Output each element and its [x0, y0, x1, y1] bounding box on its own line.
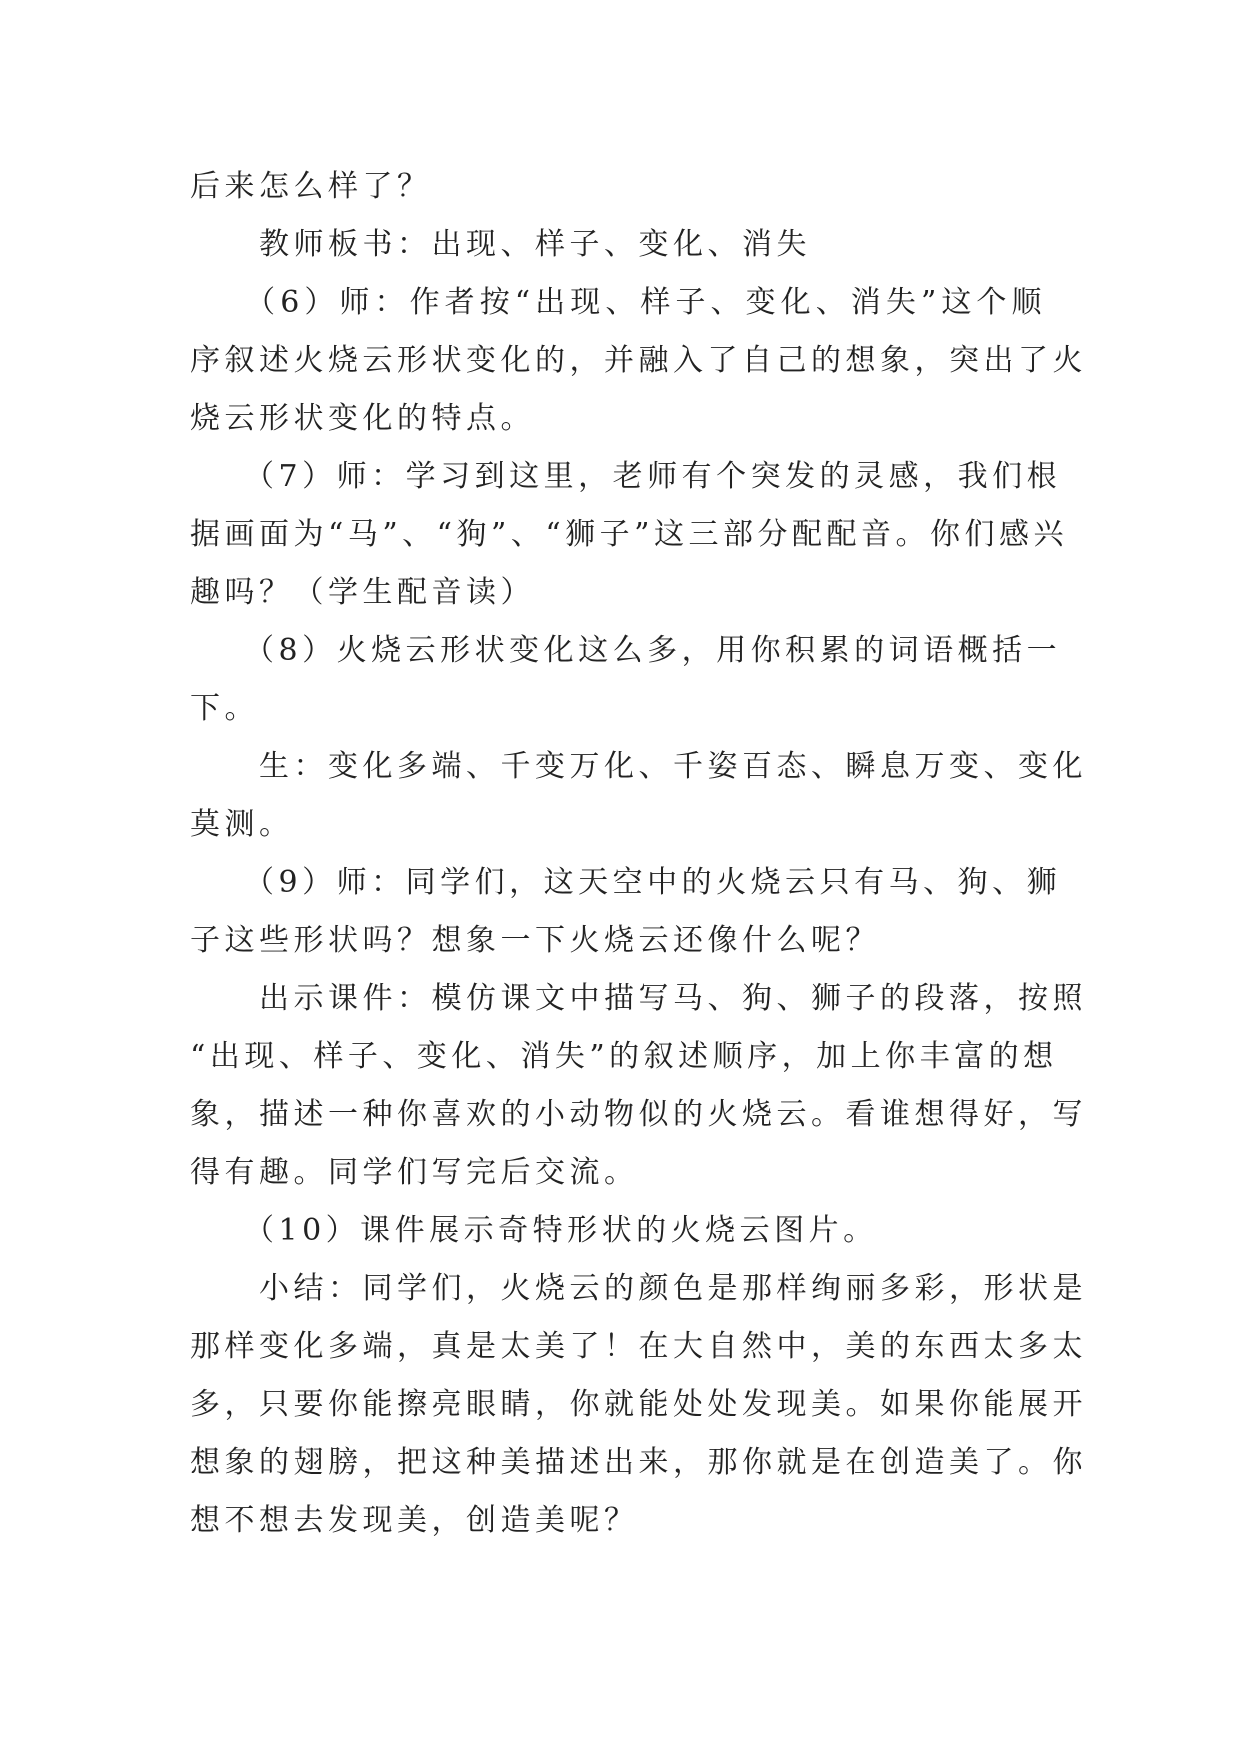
body-paragraph	[190, 448, 1069, 622]
text-line: 序叙述火烧云形状变化的，并融入了自己的想象，突出了火	[190, 343, 1087, 378]
text-line: 下。	[190, 691, 259, 726]
body-paragraph	[190, 158, 1046, 216]
text-line: 子这些形状吗？想象一下火烧云还像什么呢？	[190, 923, 880, 958]
text-line: 烧云形状变化的特点。	[190, 401, 535, 436]
text-line: 趣吗？（学生配音读）	[190, 575, 535, 610]
text-line: 得有趣。同学们写完后交流。	[190, 1155, 639, 1190]
text-line: 象，描述一种你喜欢的小动物似的火烧云。看谁想得好，写	[190, 1097, 1087, 1132]
text-line: 想象的翅膀，把这种美描述出来，那你就是在创造美了。你	[190, 1445, 1087, 1480]
text-line: 生：变化多端、千变万化、千姿百态、瞬息万变、变化	[190, 749, 1087, 784]
body-paragraph	[190, 738, 1087, 854]
text-line: “出现、样子、变化、消失”的叙述顺序，加上你丰富的想	[190, 1039, 1058, 1074]
text-line: （7）师：学习到这里，老师有个突发的灵感，我们根	[190, 459, 1062, 494]
body-paragraph	[190, 1260, 1087, 1550]
text-line: 莫测。	[190, 807, 294, 842]
text-line: 想不想去发现美，创造美呢？	[190, 1503, 639, 1538]
text-line: （9）师：同学们，这天空中的火烧云只有马、狗、狮	[190, 865, 1062, 900]
body-paragraph	[190, 970, 1087, 1202]
body-paragraph	[190, 216, 1046, 274]
text-line: 教师板书：出现、样子、变化、消失	[190, 227, 811, 262]
text-line: 据画面为“马”、“狗”、“狮子”这三部分配配音。你们感兴	[190, 517, 1069, 552]
body-paragraph	[190, 622, 1062, 738]
text-line: （10）课件展示奇特形状的火烧云图片。	[190, 1213, 878, 1248]
body-paragraph	[190, 274, 1087, 448]
document-page	[190, 158, 1087, 1550]
text-line: 多，只要你能擦亮眼睛，你就能处处发现美。如果你能展开	[190, 1387, 1087, 1422]
text-line: （6）师：作者按“出现、样子、变化、消失”这个顺	[190, 285, 1046, 320]
text-line: 那样变化多端，真是太美了！在大自然中，美的东西太多太	[190, 1329, 1087, 1364]
body-paragraph	[190, 854, 1062, 970]
text-line: 出示课件：模仿课文中描写马、狗、狮子的段落，按照	[190, 981, 1087, 1016]
text-line: 小结：同学们，火烧云的颜色是那样绚丽多彩，形状是	[190, 1271, 1087, 1306]
text-line: （8）火烧云形状变化这么多，用你积累的词语概括一	[190, 633, 1062, 668]
body-paragraph	[190, 1202, 1046, 1260]
text-line: 后来怎么样了？	[190, 169, 432, 204]
